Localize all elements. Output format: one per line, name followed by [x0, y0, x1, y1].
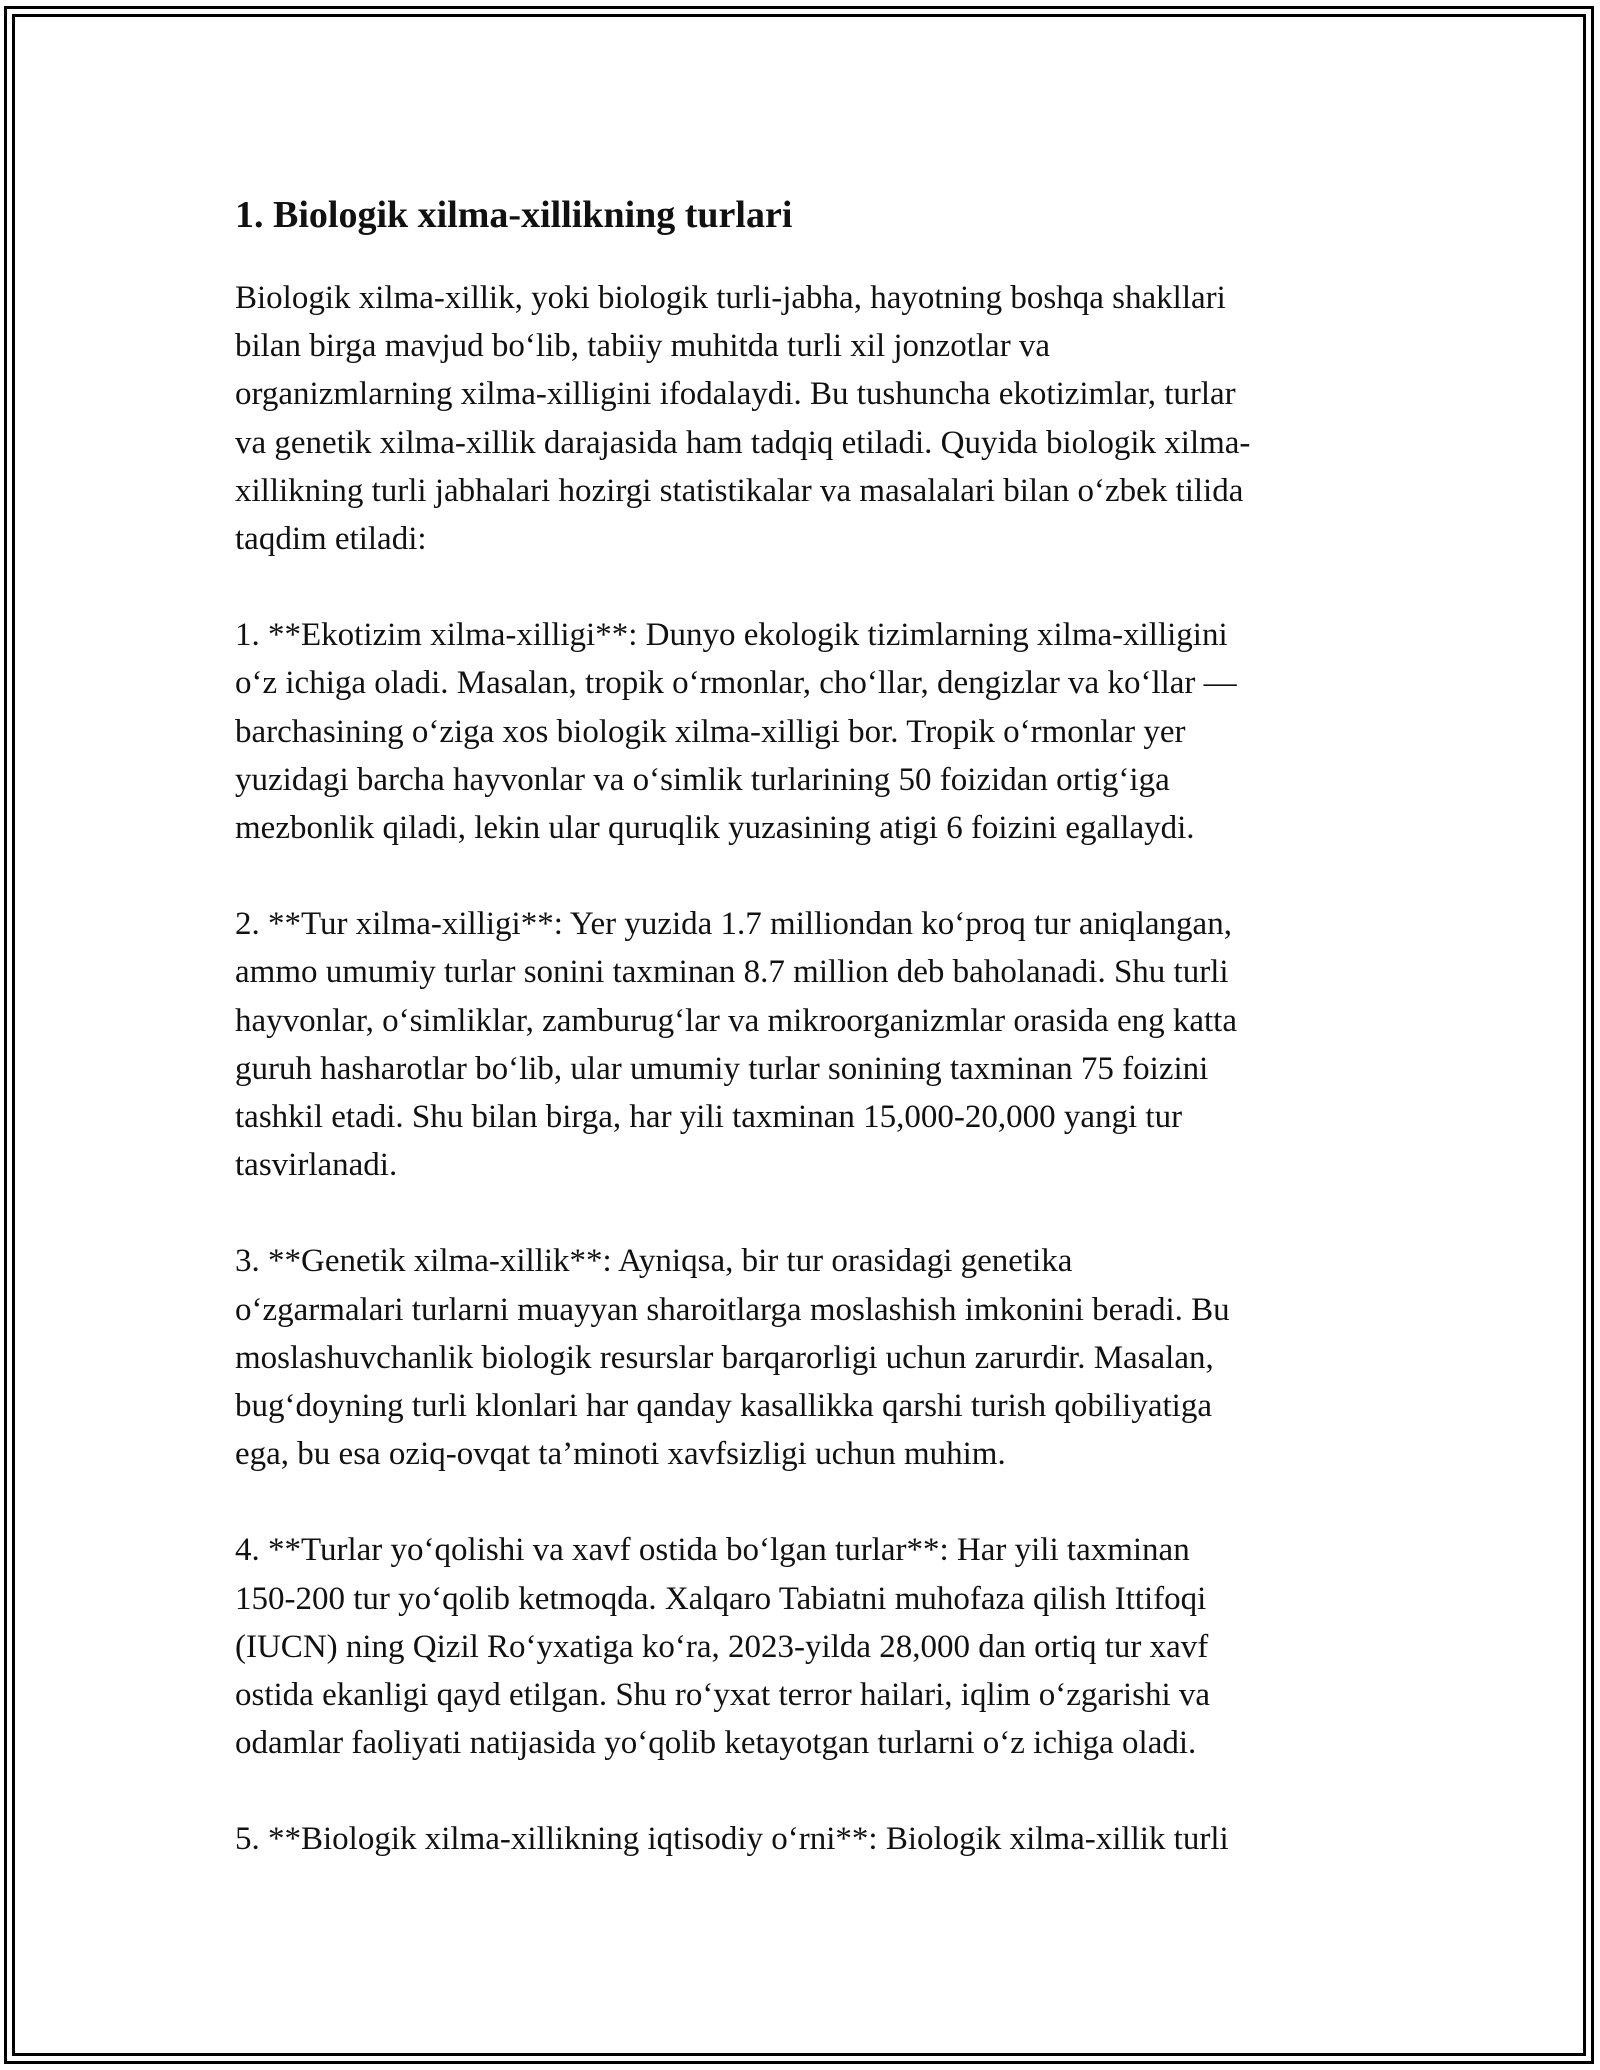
- species-extinction-paragraph: 4. **Turlar yo‘qolishi va xavf ostida bo‘lgan turlar**: Har yili taxminan 150-200 tur yo‘qolib ketmoqda. Xalqaro Tabiatni muhofaza qilish Ittifoqi (IUCN) ning Qizil Ro‘yxatiga ko‘ra, 2023-yilda 28,000 dan ortiq tur xavf ostida ekanligi qayd etilgan. Shu ro‘yxat terror hailari, iqlim o‘zgarishi va odamlar faoliyati natijasida yo‘qolib ketayotgan turlarni o‘z ichiga oladi.: [235, 1532, 1211, 1762]
- intro-paragraph: Biologik xilma-xillik, yoki biologik turli-jabha, hayotning boshqa shakllari bilan birga mavjud bo‘lib, tabiiy muhitda turli xil jonzotlar va organizmlarning xilma-xilligini ifodalaydi. Bu tushuncha ekotizimlar, turlar va genetik xilma-xillik darajasida ham tadqiq etiladi. Quyida biologik xilma- xillikning turli jabhalari hozirgi statistikalar va masalalari bilan o‘zbek tilida taqdim etiladi:: [235, 280, 1251, 558]
- economic-role-paragraph: 5. **Biologik xilma-xillikning iqtisodiy o‘rni**: Biologik xilma-xillik turli: [235, 1821, 1229, 1858]
- ecosystem-diversity-paragraph: 1. **Ekotizim xilma-xilligi**: Dunyo ekologik tizimlarning xilma-xilligini o‘z ichiga oladi. Masalan, tropik o‘rmonlar, cho‘llar, dengizlar va ko‘llar — barchasining o‘ziga xos biologik xilma-xilligi bor. Tropik o‘rmonlar yer yuzidagi barcha hayvonlar va o‘simlik turlarining 50 foizidan ortig‘iga mezbonlik qiladi, lekin ular quruqlik yuzasining atigi 6 foizini egallaydi.: [235, 617, 1237, 847]
- genetic-diversity-paragraph: 3. **Genetik xilma-xillik**: Ayniqsa, bir tur orasidagi genetika o‘zgarmalari turlarni muayyan sharoitlarga moslashish imkonini beradi. Bu moslashuvchanlik biologik resurslar barqarorligi uchun zarurdir. Masalan, bug‘doyning turli klonlari har qanday kasallikka qarshi turish qobiliyatiga ega, bu esa oziq-ovqat ta’minoti xavfsizligi uchun muhim.: [235, 1243, 1230, 1473]
- section-heading: 1. Biologik xilma-xillikning turlari: [235, 194, 793, 236]
- species-diversity-paragraph: 2. **Tur xilma-xilligi**: Yer yuzida 1.7 milliondan ko‘proq tur aniqlangan, ammo umumiy turlar sonini taxminan 8.7 million deb baholanadi. Shu turli hayvonlar, o‘simliklar, zamburug‘lar va mikroorganizmlar orasida eng katta guruh hasharotlar bo‘lib, ular umumiy turlar sonining taxminan 75 foizini tashkil etadi. Shu bilan birga, har yili taxminan 15,000-20,000 yangi tur tasvirlanadi.: [235, 906, 1237, 1184]
- document-body: [235, 180, 1365, 1912]
